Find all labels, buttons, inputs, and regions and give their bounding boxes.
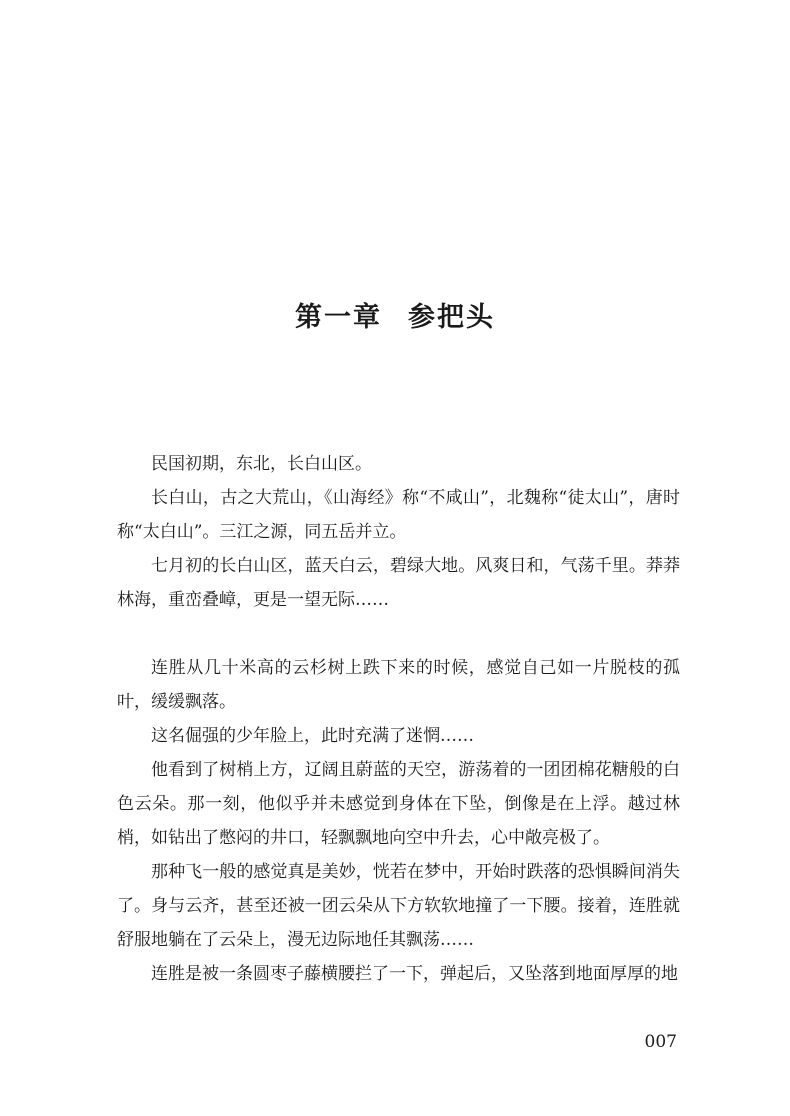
paragraph: 连胜是被一条圆枣子藤横腰拦了一下，弹起后，又坠落到地面厚厚的地 [151, 964, 678, 984]
paragraph: 那种飞一般的感觉真是美妙，恍若在梦中，开始时跌落的恐惧瞬间消失了。身与云齐，甚至还被一团云朵从下方软软地撞了一下腰。接着，连胜就舒服地躺在了云朵上，漫无边际地任其飘荡…… [117, 862, 680, 950]
chapter-number: 第一章 [295, 302, 382, 333]
chapter-title [0, 298, 790, 338]
paragraph: 这名倔强的少年脸上，此时充满了迷惘…… [151, 726, 474, 746]
chapter-body [117, 447, 680, 991]
paragraph: 他看到了树梢上方，辽阔且蔚蓝的天空，游荡着的一团团棉花糖般的白色云朵。那一刻，他似乎并未感觉到身体在下坠，倒像是在上浮。越过林梢，如钻出了憋闷的井口，轻飘飘地向空中升去，心中敞亮极了。 [117, 760, 680, 848]
section-break [117, 617, 680, 651]
paragraph: 长白山，古之大荒山，《山海经》称“不咸山”，北魏称“徒太山”，唐时称“太白山”。三江之源，同五岳并立。 [117, 488, 680, 542]
paragraph: 民国初期，东北，长白山区。 [151, 454, 372, 474]
paragraph: 七月初的长白山区，蓝天白云，碧绿大地。风爽日和，气荡千里。莽莽林海，重峦叠嶂，更是一望无际…… [117, 556, 680, 610]
page-number: 007 [644, 1032, 677, 1052]
chapter-name: 参把头 [408, 302, 495, 333]
paragraph: 连胜从几十米高的云杉树上跌下来的时候，感觉自己如一片脱枝的孤叶，缓缓飘落。 [117, 658, 680, 712]
